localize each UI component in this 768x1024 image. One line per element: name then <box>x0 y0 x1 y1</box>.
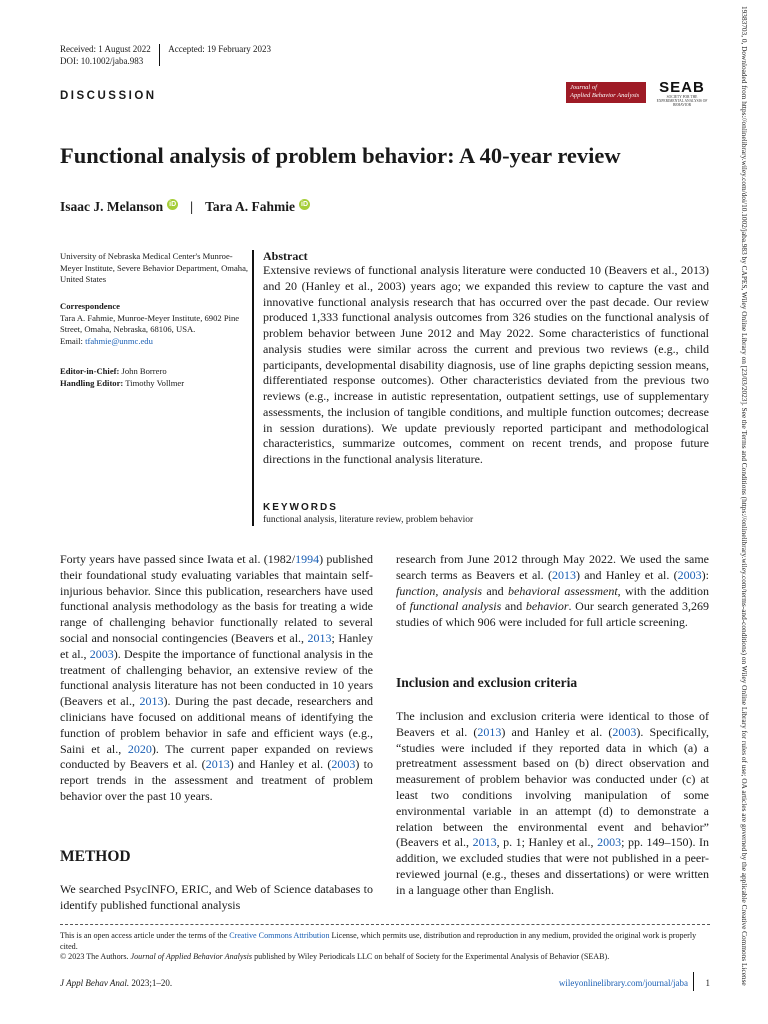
citation-link[interactable]: 1994 <box>295 552 320 566</box>
keywords <box>263 501 709 527</box>
citation-link[interactable]: 2003 <box>597 835 622 850</box>
received-date: Received: 1 August 2022 <box>60 44 151 54</box>
seab-logo-text: SEAB <box>659 79 705 96</box>
page-number: 1 <box>705 978 710 988</box>
journal-site-link[interactable]: wileyonlinelibrary.com/journal/jaba <box>558 978 688 988</box>
abstract-heading: Abstract <box>263 249 308 263</box>
abstract-text: Extensive reviews of functional analysis literature were conducted 10 (Beavers et al., 2013) and 20 (Hanley et al., 2003) years ago; we expanded this review to capture the vast and innovative functional analysis research that has occurred over the past decade. Our review produced 1,333 functional analysis outcomes from 326 studies on the functional analysis of problem behavior between June 2012 and May 2022. Some characteristics of functional analysis studies were similar across the current and previous two reviews (e.g., child participants, developmental disability diagnosis, use of line graphs depicting session means, differentiated response outcomes). Other characteristics deviated from the previous two reviews (e.g., increase in autistic representation, outpatient settings, use of supplementary assessments, the inclusion of tangible conditions, and multiple function outcomes; decrease in session durations). We update previously reported participant and methodological characteristics, summarize outcomes, comment on recent trends, and propose future directions in the functional analysis literature. <box>263 263 709 466</box>
download-notice-text: 19383703, 0, Downloaded from https://onlinelibrary.wiley.com/doi/10.1002/jaba.983 by CAPES, Wiley Online Library on [23/03/2023]. See the Terms and Conditions (https://onlinelibrary.wiley.com/terms-and-conditions) on Wiley Online Library for rules of use; OA articles are governed by the applicable Creative Commons License <box>740 6 749 986</box>
license-footnote: This is an open access article under the terms of the Creative Commons Attribution License, which permits use, distribution and reproduction in any medium, provided the original work is properly cited. © 2023 The Authors. Journal of Applied Behavior Analysis published by Wiley Periodicals LLC on behalf of Society for the Experimental Analysis of Behavior (SEAB). <box>60 931 697 961</box>
email-link[interactable]: tfahmie@unmc.edu <box>85 335 153 346</box>
abstract <box>263 249 709 468</box>
journal-logo <box>566 82 646 103</box>
inclusion-paragraph: The inclusion and exclusion criteria were identical to those of Beavers et al. (2013) and Hanley et al. (2003). Specifically, “studies were included if they reported data in which (a) a pretreatment assessment based on (b) direct observation and measurement of problem behavior was conducted under (c) at least two conditions involving manipulation of some environmental variable in an attempt (d) to demonstrate a relation between the environmental event and behavior” (Beavers et al., 2013, p. 1; Hanley et al., 2003; pp. 149–150). In addition, we excluded studies that were not published in a peer-reviewed journal (e.g., theses and dissertations) or were written in a language other than English. <box>396 709 710 897</box>
keywords-heading: KEYWORDS <box>263 502 338 513</box>
citation-link[interactable]: 2003 <box>612 724 637 739</box>
date-divider <box>159 44 161 66</box>
affiliation: University of Nebraska Medical Center's Munroe-Meyer Institute, Severe Behavior Department, Omaha, United States <box>60 251 249 284</box>
editor-name: John Borrero <box>121 366 167 376</box>
author-list <box>60 199 310 215</box>
method-heading: METHOD <box>60 848 131 865</box>
accepted-date: Accepted: 19 February 2023 <box>168 44 271 54</box>
orcid-icon[interactable]: iD <box>301 200 309 208</box>
download-notice-strip <box>738 6 750 1021</box>
author-name[interactable]: Isaac J. Melanson <box>60 199 164 214</box>
inclusion-heading: Inclusion and exclusion criteria <box>396 675 578 690</box>
seab-logo <box>656 80 708 107</box>
citation-link[interactable]: 2003 <box>677 567 702 582</box>
article-title: Functional analysis of problem behavior: A 40-year review <box>60 143 621 168</box>
citation-link[interactable]: 2013 <box>139 694 164 709</box>
footnote-rule <box>60 924 710 925</box>
journal-citation: J Appl Behav Anal. 2023;1–20. <box>60 978 173 988</box>
handling-editor-name: Timothy Vollmer <box>125 377 185 388</box>
search-paragraph: research from June 2012 through May 2022. We used the same search terms as Beavers et al. (2013) and Hanley et al. (2003): function, analysis and behavioral assessment, with the addition of functional analysis and behavior. Our search generated 3,269 studies of which 906 were included for full article screening. <box>396 552 710 630</box>
correspondence-block <box>60 301 250 347</box>
citation-link[interactable]: 2013 <box>477 724 502 739</box>
license-link[interactable]: Creative Commons Attribution <box>229 931 330 940</box>
page-number-divider <box>693 972 695 991</box>
correspondence-address: Tara A. Fahmie, Munroe-Meyer Institute, 6902 Pine Street, Omaha, Nebraska, 68106, USA. <box>60 312 240 334</box>
editors-block <box>60 366 250 389</box>
doi[interactable]: DOI: 10.1002/jaba.983 <box>60 56 144 66</box>
citation-link[interactable]: 2013 <box>307 630 332 645</box>
orcid-icon[interactable]: iD <box>169 200 177 208</box>
author-name[interactable]: Tara A. Fahmie <box>205 199 296 214</box>
keywords-text: functional analysis, literature review, problem behavior <box>263 515 474 525</box>
journal-logo-line1: Journal of <box>570 84 597 91</box>
journal-logo-line2: Applied Behavior Analysis <box>570 92 640 99</box>
handling-editor-label: Handling Editor: <box>60 377 124 388</box>
abstract-rule <box>252 250 254 526</box>
citation-link[interactable]: 2003 <box>331 757 356 772</box>
citation-link[interactable]: 2013 <box>205 757 230 772</box>
citation-link[interactable]: 2013 <box>551 567 576 582</box>
editor-label: Editor-in-Chief: <box>60 366 120 376</box>
correspondence-label: Correspondence <box>60 301 120 311</box>
email-label: Email: <box>60 335 83 346</box>
intro-paragraph: Forty years have passed since Iwata et al. (1982/1994) published their foundational study evaluating variables that maintain self-injurious behavior. Since this publication, researchers have used functional analysis methodology as the basis for treating a wide range of challenging behavior functionally related to several social and nonsocial contingencies (Beavers et al., 2013; Hanley et al., 2003). Despite the importance of functional analysis in the treatment of challenging behavior, an extensive review of the functional analysis literature has not been conducted in 10 years (Beavers et al., 2013). During the past decade, researchers and clinicians have focused on additional means of identifying the function of problem behavior in safe and efficient ways (e.g., Saini et al., 2020). The current paper expanded on reviews conducted by Beavers et al. (2013) and Hanley et al. (2003) to report trends in the assessment and treatment of problem behavior over the past 10 years. <box>60 552 374 803</box>
method-paragraph: We searched PsycINFO, ERIC, and Web of Science databases to identify published functional analysis <box>60 882 373 912</box>
seab-logo-tagline: SOCIETY FOR THE EXPERIMENTAL ANALYSIS OF BEHAVIOR <box>656 95 708 107</box>
citation-link[interactable]: 2020 <box>127 741 152 756</box>
citation-link[interactable]: 2013 <box>472 835 497 850</box>
section-label: DISCUSSION <box>60 90 157 102</box>
citation-link[interactable]: 2003 <box>89 646 114 661</box>
author-separator: | <box>190 199 194 214</box>
